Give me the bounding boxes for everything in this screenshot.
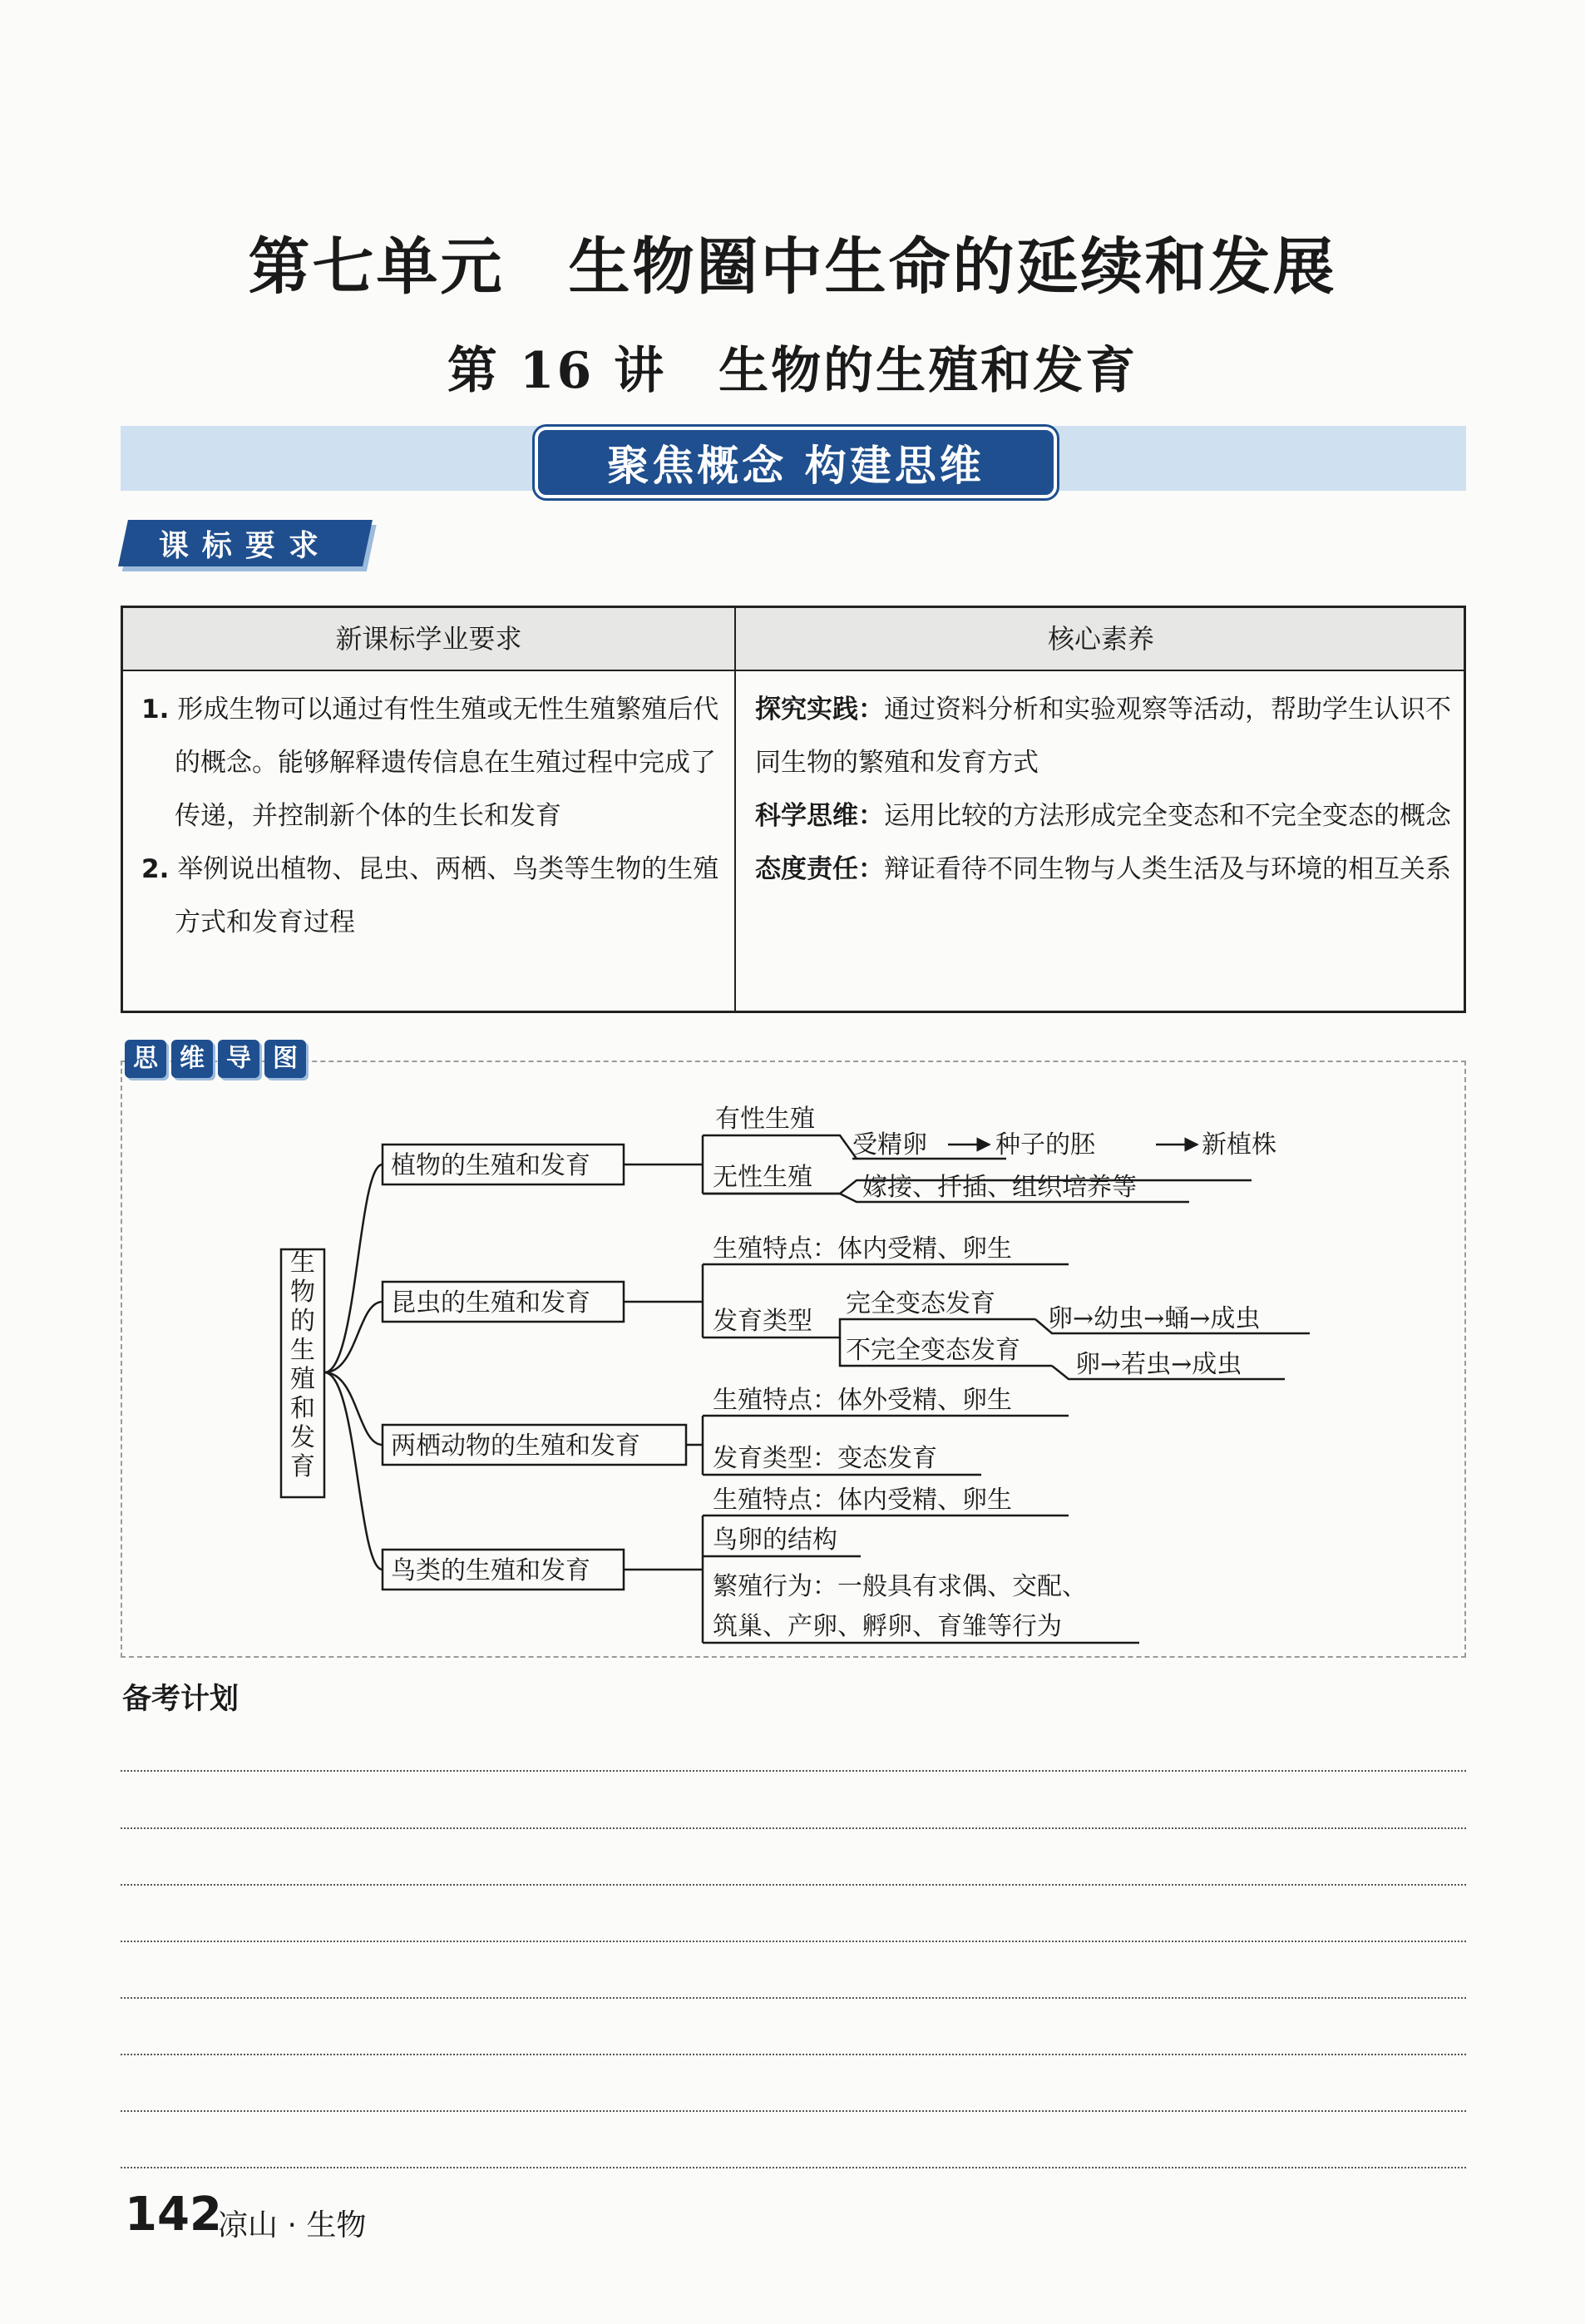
branch-curve — [324, 1164, 383, 1372]
path-arrow: → — [1100, 1350, 1122, 1379]
bird-feature: 生殖特点：体内受精、卵生 — [713, 1486, 1012, 1515]
mindmap-badge-char: 导 — [218, 1040, 259, 1078]
root-label-char: 殖 — [290, 1365, 315, 1394]
plan-line[interactable] — [121, 2054, 1466, 2055]
root-label-char: 育 — [290, 1452, 315, 1481]
insect-title: 昆虫的生殖和发育 — [391, 1288, 590, 1318]
plan-line[interactable] — [121, 2167, 1466, 2168]
path-step: 卵 — [1075, 1350, 1100, 1379]
plant-title: 植物的生殖和发育 — [391, 1151, 590, 1180]
branch-curve — [324, 1302, 383, 1372]
plant-path-step: 种子的胚 — [995, 1130, 1095, 1160]
insect-incomplete-path — [1075, 1350, 1242, 1379]
bird-behavior: 筑巢、产卵、孵卵、育雏等行为 — [713, 1612, 1062, 1641]
root-label-char: 和 — [290, 1394, 315, 1423]
bird-title: 鸟类的生殖和发育 — [391, 1556, 590, 1585]
amphibian-dev: 发育类型：变态发育 — [713, 1444, 937, 1473]
curriculum-badge — [118, 520, 373, 566]
focus-banner: 聚焦概念 构建思维 — [535, 427, 1057, 498]
plan-line[interactable] — [121, 1941, 1466, 1942]
root-label-char: 发 — [290, 1423, 315, 1452]
plant-asexual: 无性生殖 — [713, 1163, 812, 1192]
path-step: 幼虫 — [1094, 1304, 1144, 1333]
plan-line[interactable] — [121, 1770, 1466, 1772]
plan-title: 备考计划 — [122, 1683, 239, 1716]
requirements-list — [141, 683, 723, 949]
requirements-table — [121, 606, 1466, 1013]
amphibian-title: 两栖动物的生殖和发育 — [391, 1431, 640, 1461]
competency-item: 态度责任：辩证看待不同生物与人类生活及与环境的相互关系 — [755, 854, 1451, 884]
curriculum-badge-label: 课标要求 — [158, 528, 332, 563]
insect-incomplete: 不完全变态发育 — [846, 1336, 1020, 1365]
path-step: 成虫 — [1192, 1350, 1242, 1379]
plant-path-step: 新植株 — [1202, 1130, 1276, 1160]
root-label-char: 的 — [290, 1307, 315, 1336]
root-label-char: 物 — [290, 1278, 315, 1307]
mindmap-badge-char: 图 — [264, 1040, 306, 1078]
branch-curve — [324, 1372, 383, 1445]
insect-dev-type: 发育类型 — [713, 1307, 812, 1336]
bird-behavior: 繁殖行为：一般具有求偶、交配、 — [713, 1572, 1087, 1601]
path-step: 若虫 — [1121, 1350, 1172, 1379]
plant-asexual-examples: 嫁接、扦插、组织培养等 — [862, 1173, 1137, 1202]
path-arrow: → — [1073, 1304, 1094, 1333]
competencies-list — [755, 683, 1454, 896]
insect-feature: 生殖特点：体内受精、卵生 — [713, 1234, 1012, 1263]
competency-item: 探究实践：通过资料分析和实验观察等活动，帮助学生认识不同生物的繁殖和发育方式 — [755, 695, 1451, 778]
plant-sexual: 有性生殖 — [715, 1105, 815, 1134]
plan-line[interactable] — [121, 1884, 1466, 1886]
plan-line[interactable] — [121, 2110, 1466, 2112]
plant-path-step: 受精卵 — [852, 1130, 927, 1160]
path-step: 成虫 — [1210, 1304, 1261, 1333]
mindmap-badge-char: 思 — [125, 1040, 166, 1078]
amphibian-feature: 生殖特点：体外受精、卵生 — [713, 1386, 1012, 1415]
mindmap — [121, 1061, 1466, 1658]
path-arrow: → — [1143, 1304, 1165, 1333]
insect-complete: 完全变态发育 — [846, 1289, 995, 1318]
page-number: 142 — [125, 2188, 222, 2242]
col-header-competencies: 核心素养 — [1047, 623, 1154, 655]
mindmap-badge-char: 维 — [171, 1040, 213, 1078]
requirement-item: 2. 举例说出植物、昆虫、两栖、鸟类等生物的生殖方式和发育过程 — [141, 854, 719, 937]
insect-complete-path — [1048, 1304, 1260, 1333]
lecture-title: 第 16 讲 生物的生殖和发育 — [447, 342, 1138, 400]
root-label-char: 生 — [290, 1336, 315, 1365]
path-arrow: → — [1171, 1350, 1192, 1379]
requirement-item: 1. 形成生物可以通过有性生殖或无性生殖繁殖后代的概念。能够解释遗传信息在生殖过程中完成了传递，并控制新个体的生长和发育 — [141, 695, 719, 831]
path-arrow: → — [1189, 1304, 1211, 1333]
col-header-requirements: 新课标学业要求 — [335, 623, 522, 655]
competency-item: 科学思维：运用比较的方法形成完全变态和不完全变态的概念 — [755, 801, 1451, 831]
footer-text: 凉山 · 生物 — [218, 2208, 367, 2242]
path-step: 卵 — [1048, 1304, 1073, 1333]
path-step: 蛹 — [1164, 1304, 1190, 1333]
plan-line[interactable] — [121, 1827, 1466, 1829]
plan-line[interactable] — [121, 1997, 1466, 1999]
root-label-char: 生 — [290, 1249, 315, 1278]
bird-egg: 鸟卵的结构 — [713, 1525, 837, 1555]
unit-title: 第七单元 生物圈中生命的延续和发展 — [248, 231, 1337, 303]
